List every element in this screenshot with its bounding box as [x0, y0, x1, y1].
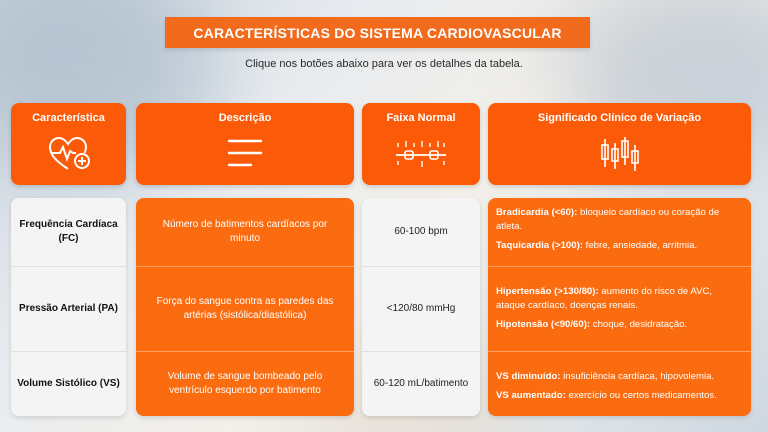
text-lines-icon	[225, 135, 265, 171]
clinical-cell	[488, 198, 751, 266]
feature-cell: Frequência Cardíaca (FC)	[11, 198, 126, 266]
column-label: Significado Clínico de Variação	[537, 112, 702, 124]
clinical-term: VS diminuído:	[496, 371, 561, 382]
description-cell: Força do sangue contra as paredes das artérias (sistólica/diastólica)	[136, 267, 354, 351]
feature-cell: Volume Sistólico (VS)	[11, 352, 126, 416]
column-label: Faixa Normal	[386, 112, 456, 124]
clinical-text: insuficiência cardíaca, hipovolemia.	[560, 371, 715, 382]
clinical-term: VS aumentado:	[496, 389, 566, 401]
candlestick-icon	[599, 135, 641, 173]
column-button-caracteristica[interactable]	[11, 103, 126, 185]
heart-plus-icon	[46, 135, 92, 173]
description-cell: Número de batimentos cardíacos por minuto	[136, 198, 354, 266]
normal-range-cell: 60-120 mL/batimento	[362, 352, 480, 416]
clinical-term: Taquicardia (>100):	[496, 239, 583, 251]
clinical-column	[488, 198, 751, 416]
description-column	[136, 198, 354, 416]
clinical-cell	[488, 267, 751, 351]
clinical-cell	[488, 352, 751, 416]
clinical-term: Bradicardia (<60):	[496, 207, 578, 218]
column-label: Descrição	[218, 112, 272, 124]
clinical-term: Hipertensão (>130/80):	[496, 286, 599, 297]
page-subtitle: Clique nos botões abaixo para ver os detalhes da tabela.	[245, 58, 523, 70]
description-cell: Volume de sangue bombeado pelo ventrículo esquerdo por batimento	[136, 352, 354, 416]
column-button-descricao[interactable]	[136, 103, 354, 185]
column-button-faixa-normal[interactable]	[362, 103, 480, 185]
clinical-text: bloqueio cardíaco ou coração de atleta.	[496, 207, 720, 232]
normal-range-cell: <120/80 mmHg	[362, 267, 480, 351]
normal-range-cell: 60-100 bpm	[362, 198, 480, 266]
feature-column	[11, 198, 126, 416]
range-slider-icon	[394, 135, 448, 169]
feature-cell: Pressão Arterial (PA)	[11, 267, 126, 351]
normal-range-column	[362, 198, 480, 416]
column-label: Característica	[32, 112, 105, 124]
page-title: CARACTERÍSTICAS DO SISTEMA CARDIOVASCULAR	[165, 17, 590, 48]
clinical-text: choque, desidratação.	[590, 318, 688, 330]
clinical-term: Hipotensão (<90/60):	[496, 318, 591, 330]
clinical-text: exercício ou certos medicamentos.	[565, 389, 717, 401]
column-button-significado-clinico[interactable]	[488, 103, 751, 185]
clinical-text: aumento do risco de AVC, ataque cardíaco, doenças renais.	[496, 286, 713, 311]
clinical-text: febre, ansiedade, arritmia.	[583, 239, 698, 251]
